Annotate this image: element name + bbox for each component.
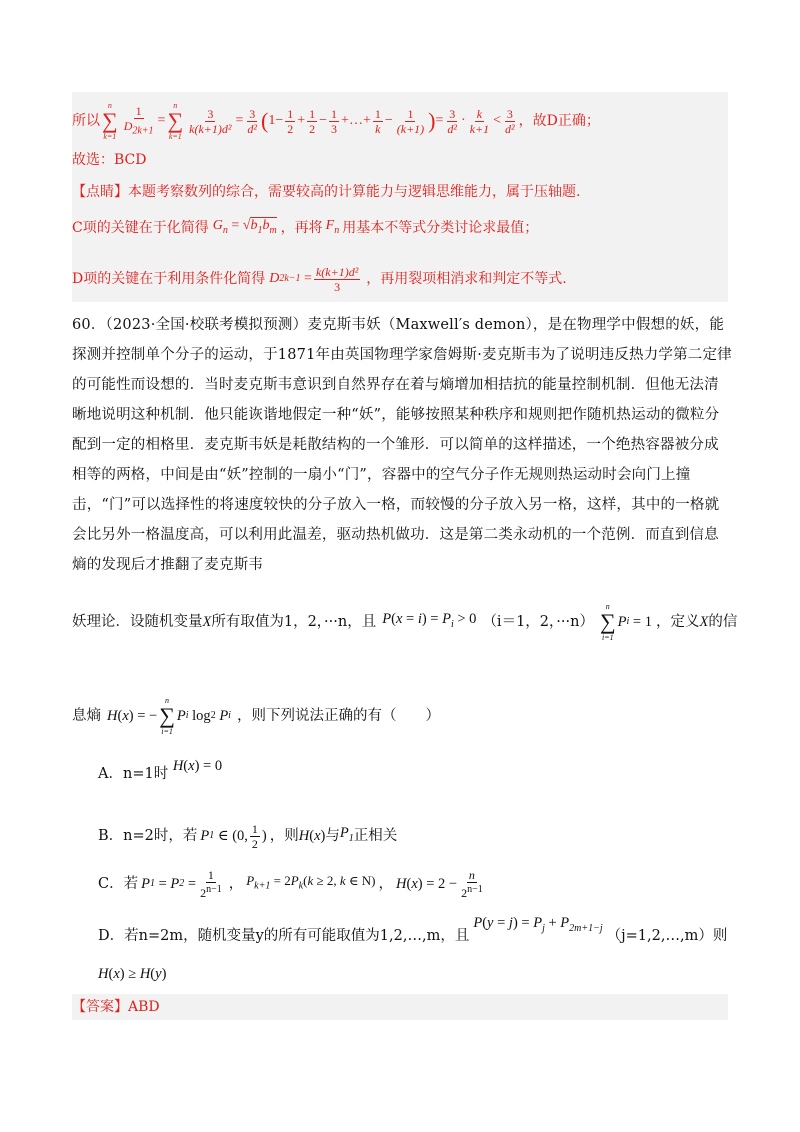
var-p1: $P_1$ — [339, 825, 354, 844]
option-label: B． — [98, 828, 124, 844]
text: 的信 — [708, 614, 738, 630]
formula-recur: $P_{k+1} = 2P_k(k \ge 2$, k ∈ N) — [246, 873, 376, 892]
answer-block — [72, 994, 728, 1020]
text: ，定义 — [655, 614, 700, 630]
option-label: D． — [98, 928, 125, 944]
solution-d-note — [72, 262, 567, 296]
var-x: X — [202, 614, 212, 630]
formula-hx-ge-hy: H(x) ≥ H(y) — [98, 966, 167, 982]
formula-sum-prob: n ∑ i=1 P i = 1 — [599, 602, 652, 642]
solution-comment — [72, 182, 580, 202]
problem-line-entropy — [72, 694, 440, 738]
answer-line — [72, 997, 160, 1017]
option-text: 若 — [123, 876, 139, 892]
formula-prob: $P(x = i) = P_i > 0$ — [382, 611, 477, 630]
formula-p1p2: P 1 = P 2 = $\frac{1}{2^{n-1}}$ — [141, 868, 222, 900]
formula-ha: H(x) = 0 — [172, 758, 223, 774]
option-text: （j=1,2,…,m）则 — [606, 928, 728, 944]
option-text: 正相关 — [353, 828, 398, 844]
solution-c-note — [72, 216, 538, 241]
formula-gn: $G_n = √b_1b_m$ — [212, 218, 277, 236]
formula-fn: $F_n$ — [325, 218, 340, 236]
option-label: A． — [98, 766, 123, 782]
problem-paragraph: 60．（2023·全国·校联考模拟预测）麦克斯韦妖（Maxwell′s demon），是在物理学中假想的妖，能探测并控制单个分子的运动，于1871年由英国物理学家詹姆斯·麦克斯韦为了说明违反热力学第二定律的可能性而设想的．当时麦克斯韦意识到自然界存在着与熵增加相拮抗的能量控制机制．但他无法清晰地说明这种机制．他只能诙谐地假定一种“妖”，能够按照某种秩序和规则把作随机热运动的微粒分配到一定的相格里．麦克斯韦妖是耗散结构的一个雏形．可以简单的这样描述，一个绝热容器被分成相等的两格，中间是由“妖”控制的一扇小“门”，容器中的空气分子作无规则热运动时会向门上撞击，“门”可以选择性的将速度较快的分子放入一格，而较慢的分子放入另一格，这样，其中的一格就会比另外一格温度高，可以利用此温差，驱动热机做功．这是第二类永动机的一个范例．而直到信息熵的发现后才推翻了麦克斯韦 — [72, 317, 732, 573]
solution-choose: 故选：BCD — [72, 152, 147, 168]
option-text: n=2时，若 — [123, 828, 198, 844]
option-text: 与 — [325, 828, 340, 844]
text: 所有取值为1，2，···n，且 — [211, 614, 377, 630]
text: ，故D正确； — [518, 113, 600, 129]
option-text: 若n=2m，随机变量y的所有可能取值为1,2,…,m，且 — [124, 928, 470, 944]
option-b[interactable] — [98, 818, 397, 854]
text: 用基本不等式分类讨论求最值； — [342, 220, 539, 237]
answer-value: ABD — [128, 999, 160, 1015]
text: 妖理论．设随机变量 — [72, 614, 203, 630]
text: ，再用裂项相消求和判定不等式. — [366, 271, 567, 287]
option-text: ， — [228, 876, 244, 892]
text: ，则下列说法正确的有（ ） — [236, 708, 440, 724]
var-x: X — [699, 614, 709, 630]
text: D项的关键在于利用条件化简得 — [72, 271, 266, 287]
text: 所以 — [72, 113, 100, 129]
option-c[interactable] — [98, 864, 490, 904]
formula-p1-range: P 1 ∈ (0, $\frac{1}{2}$ ) — [200, 821, 267, 851]
problem-line-definition — [72, 604, 737, 640]
formula-hx: H(x) — [298, 828, 326, 844]
solution-line-1 — [72, 101, 600, 141]
comment-tag: 【点睛】 — [72, 184, 128, 200]
answer-tag: 【答案】 — [72, 999, 128, 1015]
option-text: ，则 — [269, 828, 299, 844]
formula-py: $P(y = j) = P_j + P_{2m+1-j}$ — [473, 915, 603, 934]
option-text: ， — [378, 876, 393, 892]
text: 息熵 — [72, 708, 101, 724]
text: ，再将 — [280, 220, 323, 237]
text: C项的关键在于化简得 — [72, 220, 209, 237]
formula-hc: H ( x ) = 2 − $\frac{n}{2^{n-1}}$ — [396, 868, 483, 900]
comment-text: 本题考察数列的综合，需要较高的计算能力与逻辑思维能力，属于压轴题. — [128, 184, 581, 200]
formula-sum-1: n ∑ k=1 $\frac{1}{D_{2k+1}}$ = n ∑ k=1 $\frac{3}{\text{k(k+1)d²}}$ = $\frac{3}{\text{d²}}$ ( 1− $\frac{1}{2}$ + $\frac{1}{2}$ − $\frac{1}{3}$ +…+ $\frac{1}{k}$ − $\frac{1}{(k+1)}$ ) = $\frac{3}{\text{d²}}$ · $\frac{k}{k+1}$ < $\frac{3}{\text{d²}}$ — [102, 101, 515, 141]
option-a[interactable] — [98, 758, 223, 784]
option-label: C． — [98, 876, 124, 892]
formula-entropy: H ( x ) = − n ∑ i=1 P i log 2 P i — [107, 696, 231, 736]
option-d[interactable] — [98, 915, 728, 952]
formula-d2k: D 2k−1 = $\frac{\text{k(k+1)d²}}{3}$ — [269, 264, 359, 294]
option-text: n=1时 — [122, 766, 169, 782]
text: （i＝1，2，···n） — [482, 614, 594, 630]
